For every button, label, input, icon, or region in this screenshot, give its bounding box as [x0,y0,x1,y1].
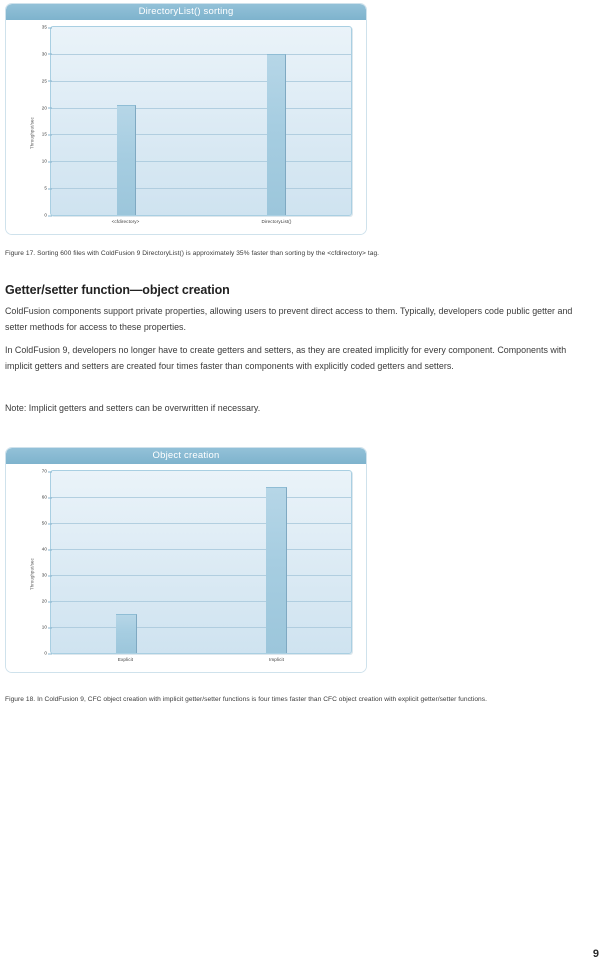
section-paragraph-3: Note: Implicit getters and setters can be overwritten if necessary. [5,403,261,413]
bar [267,54,286,215]
chart-card-object-creation [5,447,367,673]
y-axis-tick-label: 40 [41,546,47,552]
gridline [51,108,351,109]
chart1-plot-wrap [41,24,352,218]
chart-title-object-creation: Object creation [6,448,366,464]
chart1-y-axis-label: Throughput/sec [29,117,35,149]
y-axis-tick-label: 10 [41,624,47,630]
gridline [51,134,351,135]
y-axis-tick-label: 20 [41,598,47,604]
bar [117,105,136,215]
x-axis-tick-label: Implicit [268,657,285,662]
chart-body-object-creation [6,464,366,673]
figure-17-caption: Figure 17. Sorting 600 files with ColdFusion 9 DirectoryList() is approximately 35% faster than sorting by the <cfdirectory> tag. [5,250,380,257]
section-paragraph-1: ColdFusion components support private properties, allowing users to prevent direct access to them. Typically, developers code public getter and setter methods for access to these properties. [5,306,573,332]
chart2-plot-area [41,468,352,656]
y-axis-tick-label: 5 [44,185,47,191]
chart2-plot-wrap [41,468,352,656]
gridline [51,54,351,55]
gridline [51,549,351,550]
chart2-y-axis-label: Throughput/sec [29,558,35,590]
chart1-plot-area [41,24,352,218]
y-axis-tick-label: 25 [41,78,47,84]
y-axis-tick-label: 15 [41,131,47,137]
gridline [51,161,351,162]
gridline [51,575,351,576]
y-axis-tick-label: 0 [44,650,47,656]
gridline [51,188,351,189]
y-axis-tick-label: 0 [44,212,47,218]
chart-title-directorylist-sorting: DirectoryList() sorting [6,4,366,20]
chart1-x-axis [50,216,352,228]
gridline [51,523,351,524]
chart-body-directorylist-sorting [6,20,366,235]
x-axis-tick-label: Explicit [117,657,134,662]
chart-card-directorylist-sorting [5,3,367,235]
y-axis-tick-label: 30 [41,51,47,57]
page-number: 9 [592,948,599,960]
bar [266,487,287,653]
y-axis-tick-label: 50 [41,520,47,526]
y-axis-tick-label: 35 [41,24,47,30]
x-axis-tick-label: <cfdirectory> [111,219,140,224]
section-paragraph-2: In ColdFusion 9, developers no longer have to create getters and setters, as they are created implicitly for every component. Components with implicit getters and setters are created four times faster than components with explicitly coded getters and setters. [5,345,567,371]
gridline [51,81,351,82]
y-axis-tick-label: 60 [41,494,47,500]
bar [116,614,137,653]
section-heading-getter-setter: Getter/setter function—object creation [5,283,230,297]
x-axis-tick-label: DirectoryList() [261,219,292,224]
figure-18-caption: Figure 18. In ColdFusion 9, CFC object creation with implicit getter/setter functions is four times faster than CFC object creation with explicit getter/setter functions. [5,696,487,703]
y-axis-tick-label: 70 [41,468,47,474]
gridline [51,601,351,602]
gridline [51,627,351,628]
y-axis-tick-label: 20 [41,105,47,111]
chart2-x-axis [50,654,352,666]
y-axis-tick-label: 30 [41,572,47,578]
gridline [51,497,351,498]
y-axis-tick-label: 10 [41,158,47,164]
